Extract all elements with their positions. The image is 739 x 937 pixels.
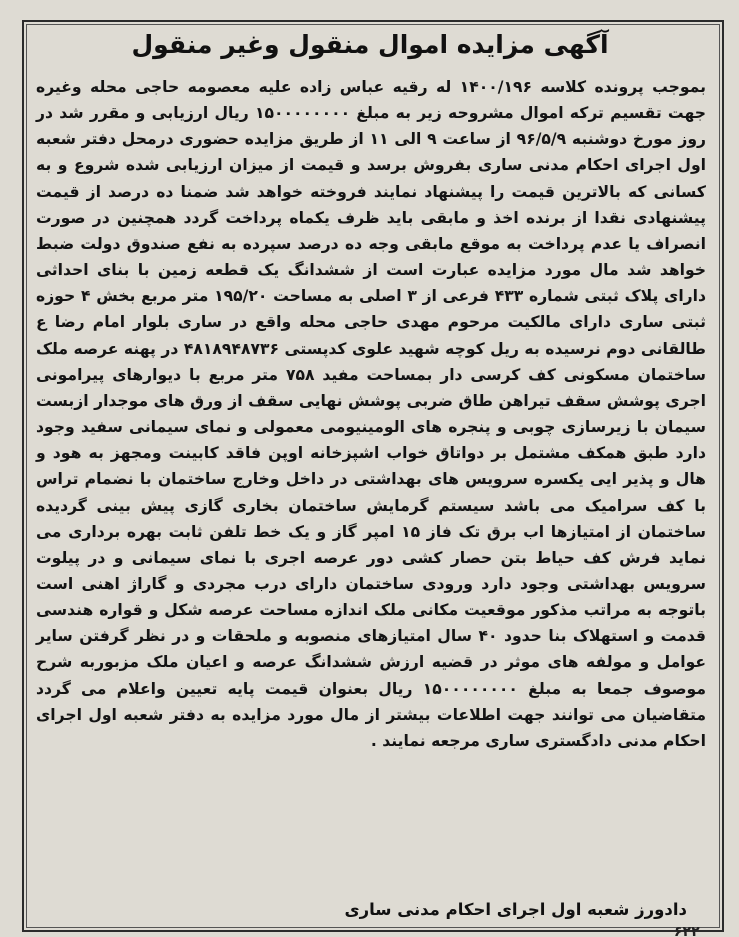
notice-signature: دادورز شعبه اول اجرای احکام مدنی ساری: [344, 900, 687, 919]
ad-number: ۶۲۲: [674, 924, 700, 936]
notice-body: بموجب پرونده کلاسه ۱۴۰۰/۱۹۶ له رقیه عباس زاده علیه معصومه حاجی محله وغیره جهت تقسیم ترکه اموال مشروحه زیر به مبلغ ۱۵۰۰۰۰۰۰۰۰ ریال ارزیابی و مقرر شد در روز مورخ دوشنبه ۹۶/۵/۹ از ساعت ۹ الی ۱۱ از طریق مزایده حضوری درمحل دفتر شعبه اول اجرای احکام مدنی ساری بفروش برسد و قیمت از میزان ارزیابی شده شروع و به کسانی که بالاترین قیمت را پیشنهاد نمایند فروخته خواهد شد ضمنا ده درصد از قیمت پیشنهادی نقدا از برنده اخذ و مابقی باید ظرف یکماه پرداخت گردد همچنین در صورت انصراف یا عدم پرداخت به موقع مابقی وجه ده درصد سپرده به نفع صندوق دولت ضبط خواهد شد مال مورد مزایده عبارت است از ششدانگ یک قطعه زمین با بنای احداثی دارای پلاک ثبتی شماره ۴۳۳ فرعی از ۳ اصلی به مساحت ۱۹۵/۲۰ متر مربع بخش ۴ حوزه ثبتی ساری دارای مالکیت مرحوم مهدی حاجی محله واقع در ساری بلوار امام رضا ع طالقانی دوم نرسیده به ریل کوچه شهید علوی کدپستی ۴۸۱۸۹۴۸۷۳۶ در پهنه عرصه ملک ساختمان مسکونی کف کرسی دار بمساحت مفید ۷۵۸ متر مربع با دیوارهای پیرامونی اجری پوشش سقف تیراهن طاق ضربی پوشش نهایی سقف از ورق های موجدار ازبست سیمان با زیرسازی چوبی و پنجره های الومینیومی معمولی و نمای سیمانی سفید وجود دارد طبق همکف مشتمل بر دواتاق خواب اشپزخانه اوپن فاقد کابینت ومجهز به هود و هال و پذیر ایی یکسره سرویس های بهداشتی در داخل وخارج ساختمان با نضمام تراس با کف سرامیک می باشد سیستم گرمایش ساختمان بخاری گازی پیش بینی گردیده ساختمان از امتیازها اب برق تک فاز ۱۵ امپر گاز و یک خط تلفن ثابت بهره برداری می نماید فرش کف حیاط بتن حصار کشی دور عرصه اجری با نمای سیمانی و در پیلوت سرویس بهداشتی وجود دارد ورودی ساختمان دارای درب مجردی و گاراژ اهنی است باتوجه به مراتب مذکور موقعیت مکانی ملک اندازه مساحت عرصه شکل و قواره هندسی قدمت و استهلاک بنا حدود ۴۰ سال امتیازهای منصوبه و ملحقات و در نظر گرفتن سایر عوامل و مولفه های موثر در قضیه ارزش ششدانگ عرصه و اعیان ملک مزبوربه شرح موصوف جمعا به مبلغ ۱۵۰۰۰۰۰۰۰۰ ریال بعنوان قیمت پایه تعیین واعلام می گردد متقاضیان می توانند جهت اطلاعات بیشتر از مال مورد مزایده به دفتر شعبه اول اجرای احکام مدنی دادگستری ساری مرجعه نمایند .: [36, 78, 707, 750]
notice-title: آگهی مزایده اموال منقول وغیر منقول: [131, 30, 609, 59]
